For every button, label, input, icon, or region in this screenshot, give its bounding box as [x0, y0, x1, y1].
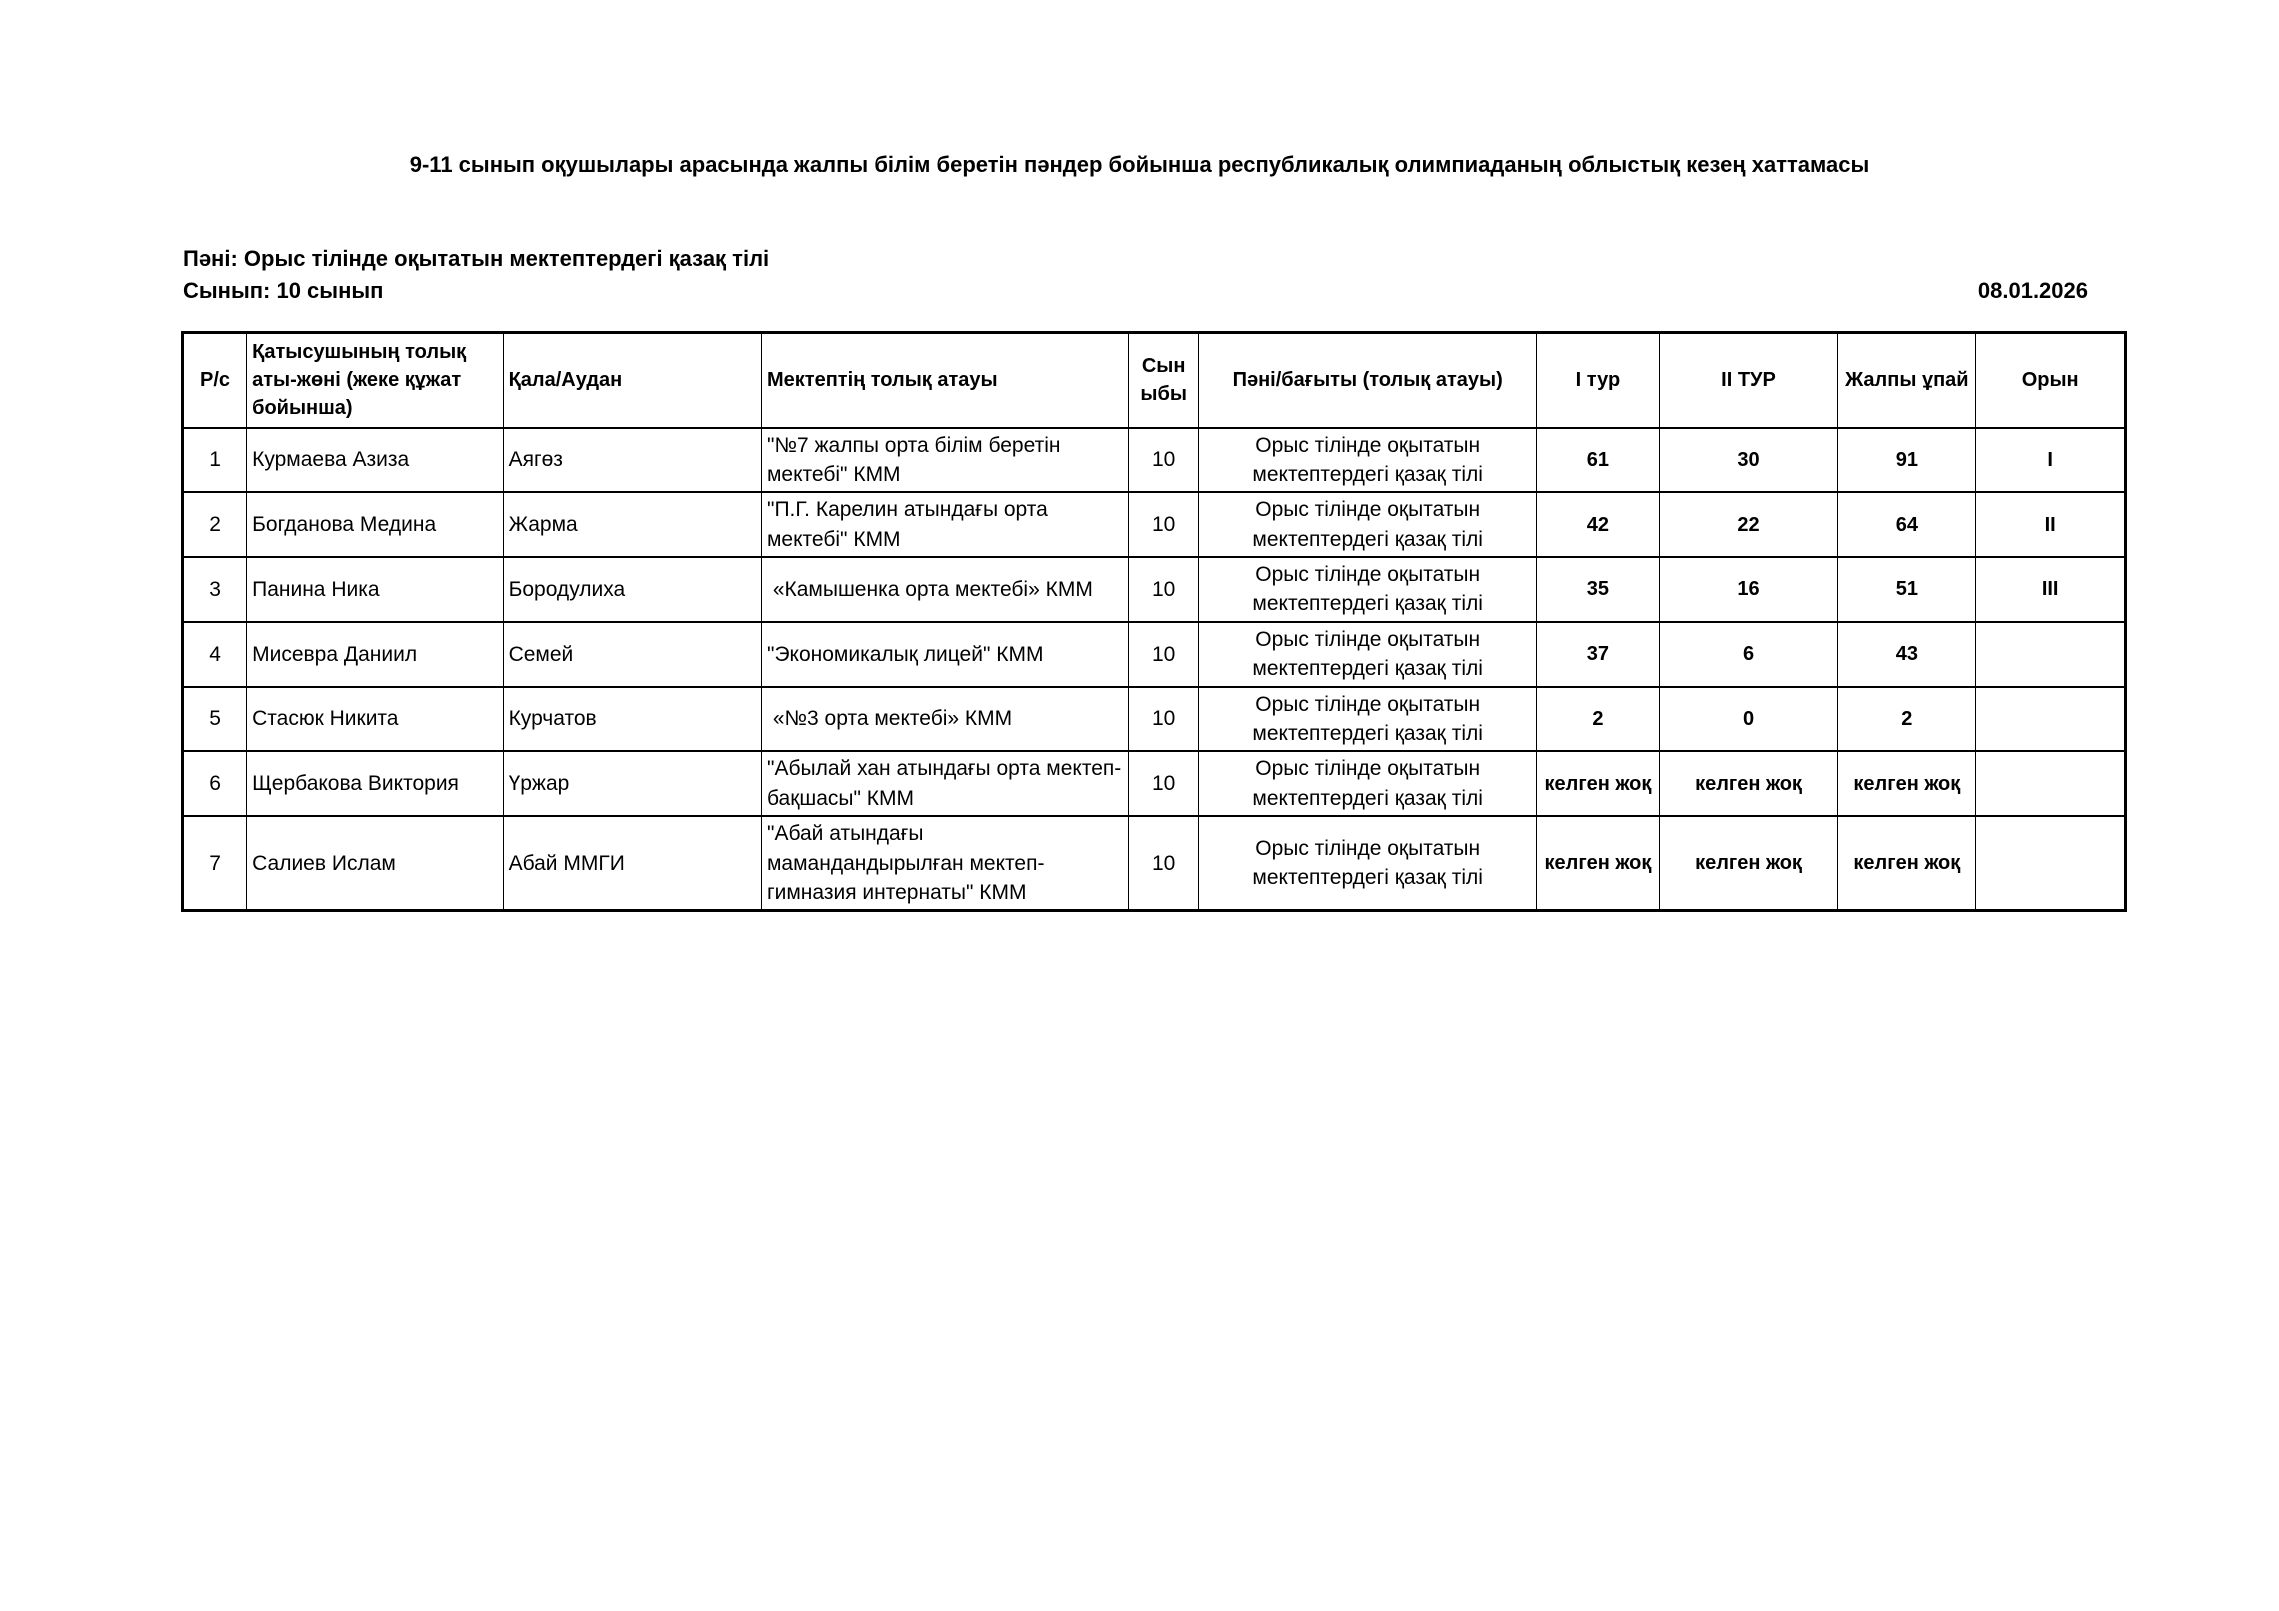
subject-cell: Орыс тілінде оқытатын мектептердегі қазақ тілі — [1199, 622, 1537, 687]
table-body — [183, 428, 2126, 911]
grade-cell: 10 — [1129, 622, 1199, 687]
table-header-cell: II ТУР — [1659, 333, 1838, 428]
total-score-cell: келген жоқ — [1838, 751, 1976, 816]
total-score-cell: 43 — [1838, 622, 1976, 687]
total-score-cell: келген жоқ — [1838, 816, 1976, 911]
place-cell: III — [1976, 557, 2126, 622]
school-name-cell: «№3 орта мектебі» КММ — [761, 687, 1128, 752]
tour2-score-cell: 0 — [1659, 687, 1838, 752]
school-name-cell: "П.Г. Карелин атындағы орта мектебі" КММ — [761, 492, 1128, 557]
school-name-cell: "№7 жалпы орта білім беретін мектебі" КММ — [761, 428, 1128, 493]
table-header-cell: Пәні/бағыты (толық атауы) — [1199, 333, 1537, 428]
city-district-cell: Абай ММГИ — [503, 816, 761, 911]
document-date: 08.01.2026 — [1977, 278, 2088, 303]
total-score-cell: 51 — [1838, 557, 1976, 622]
tour1-score-cell: 61 — [1537, 428, 1659, 493]
participant-name-cell: Салиев Ислам — [247, 816, 503, 911]
subject-line: Пәні: Орыс тілінде оқытатын мектептердегі қазақ тілі — [183, 246, 770, 271]
table-row — [183, 428, 2126, 493]
city-district-cell: Үржар — [503, 751, 761, 816]
grade-cell: 10 — [1129, 751, 1199, 816]
row-number-cell: 3 — [183, 557, 247, 622]
meta-row — [183, 278, 2088, 304]
tour2-score-cell: 16 — [1659, 557, 1838, 622]
total-score-cell: 2 — [1838, 687, 1976, 752]
tour2-score-cell: келген жоқ — [1659, 816, 1838, 911]
table-header-cell: Мектептің толық атауы — [761, 333, 1128, 428]
table-row — [183, 557, 2126, 622]
participant-name-cell: Курмаева Азиза — [247, 428, 503, 493]
tour2-score-cell: 22 — [1659, 492, 1838, 557]
row-number-cell: 4 — [183, 622, 247, 687]
participant-name-cell: Богданова Медина — [247, 492, 503, 557]
total-score-cell: 91 — [1838, 428, 1976, 493]
tour1-score-cell: 35 — [1537, 557, 1659, 622]
total-score-cell: 64 — [1838, 492, 1976, 557]
tour1-score-cell: келген жоқ — [1537, 751, 1659, 816]
subject-cell: Орыс тілінде оқытатын мектептердегі қазақ тілі — [1199, 557, 1537, 622]
participant-name-cell: Мисевра Даниил — [247, 622, 503, 687]
tour1-score-cell: келген жоқ — [1537, 816, 1659, 911]
subject-cell: Орыс тілінде оқытатын мектептердегі қазақ тілі — [1199, 428, 1537, 493]
table-header-row — [183, 333, 2126, 428]
subject-cell: Орыс тілінде оқытатын мектептердегі қазақ тілі — [1199, 687, 1537, 752]
subject-cell: Орыс тілінде оқытатын мектептердегі қазақ тілі — [1199, 816, 1537, 911]
city-district-cell: Жарма — [503, 492, 761, 557]
participant-name-cell: Стасюк Никита — [247, 687, 503, 752]
row-number-cell: 6 — [183, 751, 247, 816]
class-line: Сынып: 10 сынып — [183, 278, 384, 303]
table-row — [183, 687, 2126, 752]
table-row — [183, 622, 2126, 687]
school-name-cell: "Абылай хан атындағы орта мектеп-бақшасы" КММ — [761, 751, 1128, 816]
row-number-cell: 2 — [183, 492, 247, 557]
grade-cell: 10 — [1129, 816, 1199, 911]
tour1-score-cell: 37 — [1537, 622, 1659, 687]
grade-cell: 10 — [1129, 557, 1199, 622]
table-row — [183, 816, 2126, 911]
grade-cell: 10 — [1129, 492, 1199, 557]
participant-name-cell: Щербакова Виктория — [247, 751, 503, 816]
tour2-score-cell: келген жоқ — [1659, 751, 1838, 816]
place-cell: II — [1976, 492, 2126, 557]
table-header-cell: Орын — [1976, 333, 2126, 428]
tour1-score-cell: 2 — [1537, 687, 1659, 752]
table-header-cell: Қала/Аудан — [503, 333, 761, 428]
city-district-cell: Семей — [503, 622, 761, 687]
tour1-score-cell: 42 — [1537, 492, 1659, 557]
table-header-cell: I тур — [1537, 333, 1659, 428]
tour2-score-cell: 6 — [1659, 622, 1838, 687]
results-table — [181, 331, 2127, 912]
table-row — [183, 751, 2126, 816]
city-district-cell: Бородулиха — [503, 557, 761, 622]
city-district-cell: Курчатов — [503, 687, 761, 752]
place-cell — [1976, 687, 2126, 752]
table-header-cell: Жалпы ұпай — [1838, 333, 1976, 428]
place-cell — [1976, 816, 2126, 911]
grade-cell: 10 — [1129, 687, 1199, 752]
table-header-cell: Сыныбы — [1129, 333, 1199, 428]
row-number-cell: 1 — [183, 428, 247, 493]
row-number-cell: 5 — [183, 687, 247, 752]
city-district-cell: Аягөз — [503, 428, 761, 493]
school-name-cell: "Абай атындағы мамандандырылған мектеп-гимназия интернаты" КММ — [761, 816, 1128, 911]
place-cell — [1976, 622, 2126, 687]
grade-cell: 10 — [1129, 428, 1199, 493]
row-number-cell: 7 — [183, 816, 247, 911]
school-name-cell: "Экономикалық лицей" КММ — [761, 622, 1128, 687]
table-header — [183, 333, 2126, 428]
page-title: 9-11 сынып оқушылары арасында жалпы білім беретін пәндер бойынша республикалық олимпиаданың облыстық кезең хаттамасы — [409, 152, 1870, 177]
school-name-cell: «Камышенка орта мектебі» КММ — [761, 557, 1128, 622]
place-cell: I — [1976, 428, 2126, 493]
table-row — [183, 492, 2126, 557]
subject-cell: Орыс тілінде оқытатын мектептердегі қазақ тілі — [1199, 751, 1537, 816]
table-header-cell: Р/с — [183, 333, 247, 428]
participant-name-cell: Панина Ника — [247, 557, 503, 622]
tour2-score-cell: 30 — [1659, 428, 1838, 493]
table-header-cell: Қатысушының толық аты-жөні (жеке құжат бойынша) — [247, 333, 503, 428]
subject-cell: Орыс тілінде оқытатын мектептердегі қазақ тілі — [1199, 492, 1537, 557]
place-cell — [1976, 751, 2126, 816]
